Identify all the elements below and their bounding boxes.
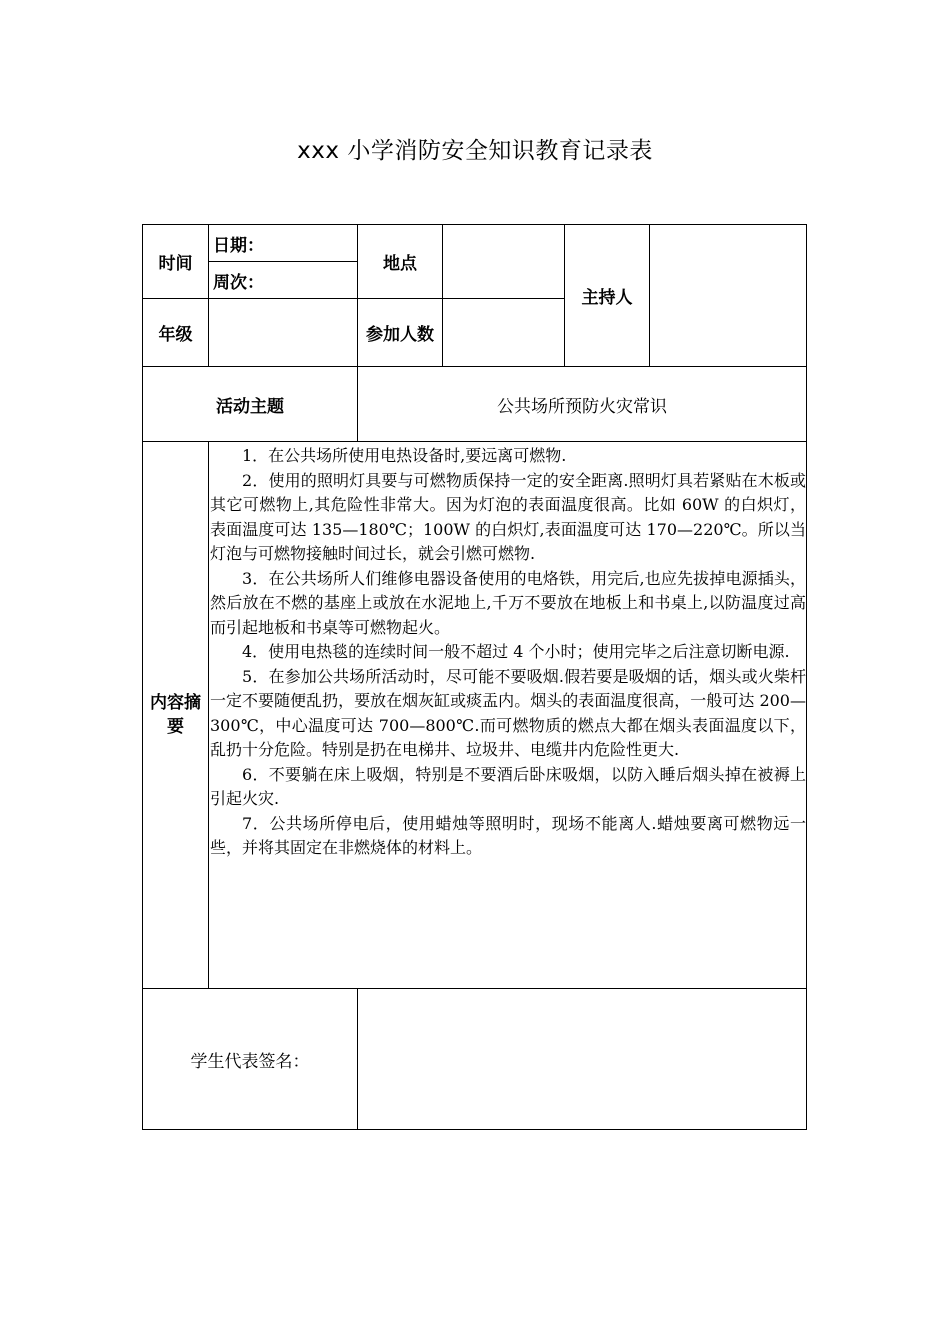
label-grade: 年级 [158,325,193,345]
label-date-text: 日期： [213,235,264,256]
summary-paragraph: 5．在参加公共场所活动时，尽可能不要吸烟.假若要是吸烟的话，烟头或火柴杆一定不要随便乱扔，要放在烟灰缸或痰盂内。烟头的表面温度很高，一般可达 200—300℃，中心温度可达 700—800℃.而可燃物质的燃点大都在烟头表面温度以下，乱扔十分危险。特别是扔在电梯井、垃圾井、电缆井内危险性更大. [210,666,806,759]
summary-paragraph: 4．使用电热毯的连续时间一般不超过 4 个小时；使用完毕之后注意切断电源. [242,642,790,661]
summary-content [210,444,806,861]
label-week [209,262,357,298]
divider-theme-summary [142,441,807,442]
label-date [209,225,357,261]
label-activity-theme: 活动主题 [216,396,284,417]
summary-paragraph: 2．使用的照明灯具要与可燃物质保持一定的安全距离.照明灯具若紧贴在木板或其它可燃物上,其危险性非常大。因为灯泡的表面温度很高。比如 60W 的白炽灯，表面温度可达 135—180℃；100W 的白炽灯,表面温度可达 170—220℃。所以当灯泡与可燃物接触时间过长，就会引燃可燃物. [210,470,806,563]
table-border-bottom [142,1129,807,1130]
summary-paragraph: 3．在公共场所人们维修电器设备使用的电烙铁，用完后,也应先拔掉电源插头，然后放在不燃的基座上或放在水泥地上,千万不要放在地板上和书桌上,以防温度过高而引起地板和书桌等可燃物起火。 [210,568,806,637]
label-time: 时间 [158,254,193,274]
value-activity-theme: 公共场所预防火灾常识 [497,396,667,417]
label-summary: 内容摘要 [150,693,201,737]
summary-paragraph: 1．在公共场所使用电热设备时,要远离可燃物. [242,446,567,465]
label-location: 地点 [383,254,417,274]
summary-paragraph: 6．不要躺在床上吸烟，特别是不要酒后卧床吸烟，以防入睡后烟头掉在被褥上引起火灾. [210,764,806,808]
label-host: 主持人 [581,288,633,308]
value-host [650,225,806,366]
divider-col-1-summary [208,441,209,988]
value-signature [358,989,806,1129]
label-participants: 参加人数 [366,325,434,345]
label-week-text: 周次： [213,272,264,293]
label-signature: 学生代表签名： [190,1051,310,1072]
value-grade [209,299,357,366]
value-participants [443,299,564,366]
table-border-right [806,224,807,1130]
value-location [443,225,564,298]
summary-paragraph: 7．公共场所停电后，使用蜡烛等照明时，现场不能离人.蜡烛要离可燃物远一些，并将其固定在非燃烧体的材料上。 [210,813,806,857]
page-title: xxx 小学消防安全知识教育记录表 [297,138,653,164]
